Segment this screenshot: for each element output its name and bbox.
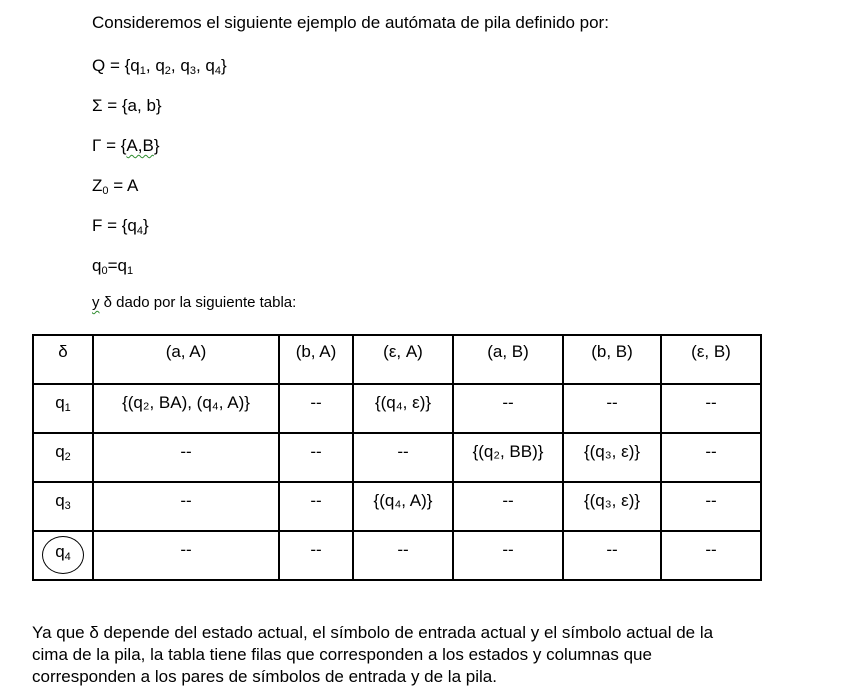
- table-row: [33, 531, 761, 580]
- sub: 2: [64, 451, 71, 463]
- table-cell: --: [453, 384, 563, 433]
- transition-table: [32, 334, 762, 581]
- state-base: q: [55, 442, 65, 461]
- table-cell: {(q₂, BB)}: [453, 433, 563, 482]
- intro-text: Consideremos el siguiente ejemplo de autómata de pila definido por:: [92, 13, 609, 32]
- table-cell: {(q₃, ε)}: [563, 482, 661, 531]
- sub: 0: [102, 185, 109, 197]
- table-cell: --: [93, 531, 279, 580]
- table-cell: --: [563, 384, 661, 433]
- header-cell: (ε, B): [661, 335, 761, 384]
- table-cell: --: [661, 433, 761, 482]
- z-rest: = A: [108, 176, 139, 195]
- state-base: q: [55, 393, 65, 412]
- def-Q-prefix: Q = {: [92, 56, 131, 75]
- table-header-row: [33, 335, 761, 384]
- explanation-paragraph: [32, 622, 842, 688]
- def-Q: $Q = \{q_1$, $q_2$, $q_3$, $q_4$}: [92, 56, 227, 77]
- caption-y: y: [92, 294, 100, 311]
- paragraph-line: Ya que δ depende del estado actual, el símbolo de entrada actual y el símbolo actual de la: [32, 623, 714, 642]
- sub: 1: [64, 402, 71, 414]
- sub: 4: [214, 65, 222, 77]
- table-cell: --: [279, 433, 353, 482]
- table-cell: --: [93, 433, 279, 482]
- table-cell: {(q₃, ε)}: [563, 433, 661, 482]
- table-cell: --: [353, 531, 453, 580]
- state-q: q: [205, 56, 215, 75]
- table-cell: --: [279, 384, 353, 433]
- def-gamma-prefix: Γ = {: [92, 136, 127, 155]
- sub: 3: [189, 65, 196, 77]
- table-row: [33, 384, 761, 433]
- sub: 1: [139, 65, 146, 77]
- table-row: [33, 482, 761, 531]
- sub: 0: [101, 265, 108, 277]
- header-cell: (b, A): [279, 335, 353, 384]
- sub: 1: [126, 265, 134, 277]
- def-gamma: [92, 136, 160, 156]
- table-row: [33, 433, 761, 482]
- state-q: q: [155, 56, 165, 75]
- q0-mid: =q: [107, 256, 127, 275]
- state-q: q: [130, 56, 140, 75]
- state-cell-final: [33, 531, 93, 580]
- table-cell: --: [661, 384, 761, 433]
- table-cell: {(q₄, ε)}: [353, 384, 453, 433]
- table-cell: --: [353, 433, 453, 482]
- sub: 2: [164, 65, 171, 77]
- state-cell: [33, 433, 93, 482]
- def-sigma: Σ = {a, b}: [92, 96, 162, 115]
- table-cell: --: [661, 482, 761, 531]
- sub: 4: [136, 225, 144, 237]
- paragraph-line: corresponden a los pares de símbolos de entrada y de la pila.: [32, 667, 497, 686]
- def-Q-suffix: }: [221, 56, 227, 75]
- table-cell: --: [279, 531, 353, 580]
- def-Z0: [92, 176, 138, 196]
- header-cell: (a, A): [93, 335, 279, 384]
- header-cell: (a, B): [453, 335, 563, 384]
- table-cell: --: [279, 482, 353, 531]
- state-cell: [33, 482, 93, 531]
- table-cell: --: [453, 482, 563, 531]
- header-cell: δ: [33, 335, 93, 384]
- table-cell: {(q₂, BA), (q₄, A)}: [93, 384, 279, 433]
- table-cell: --: [93, 482, 279, 531]
- header-cell: (ε, A): [353, 335, 453, 384]
- sub: 4: [64, 551, 71, 563]
- def-q0: [92, 256, 133, 276]
- caption-rest: δ dado por la siguiente tabla:: [99, 294, 297, 311]
- sub: 3: [64, 500, 71, 512]
- f-suffix: }: [143, 216, 149, 235]
- q0-base: q: [92, 256, 102, 275]
- table-cell: {(q₄, A)}: [353, 482, 453, 531]
- state-q: q: [180, 56, 190, 75]
- z-base: Z: [92, 176, 103, 195]
- table-cell: --: [563, 531, 661, 580]
- def-gamma-suffix: }: [153, 136, 160, 155]
- state-base: q: [55, 542, 65, 561]
- f-prefix: F = {q: [92, 216, 137, 235]
- table-caption: [92, 294, 296, 311]
- state-base: q: [55, 491, 65, 510]
- paragraph-line: cima de la pila, la tabla tiene filas que corresponden a los estados y columnas que: [32, 645, 652, 664]
- state-cell: [33, 384, 93, 433]
- def-gamma-set: A,B: [126, 136, 154, 155]
- table-cell: --: [453, 531, 563, 580]
- def-F: [92, 216, 149, 236]
- header-cell: (b, B): [563, 335, 661, 384]
- final-state-circle: [42, 536, 84, 574]
- table-cell: --: [661, 531, 761, 580]
